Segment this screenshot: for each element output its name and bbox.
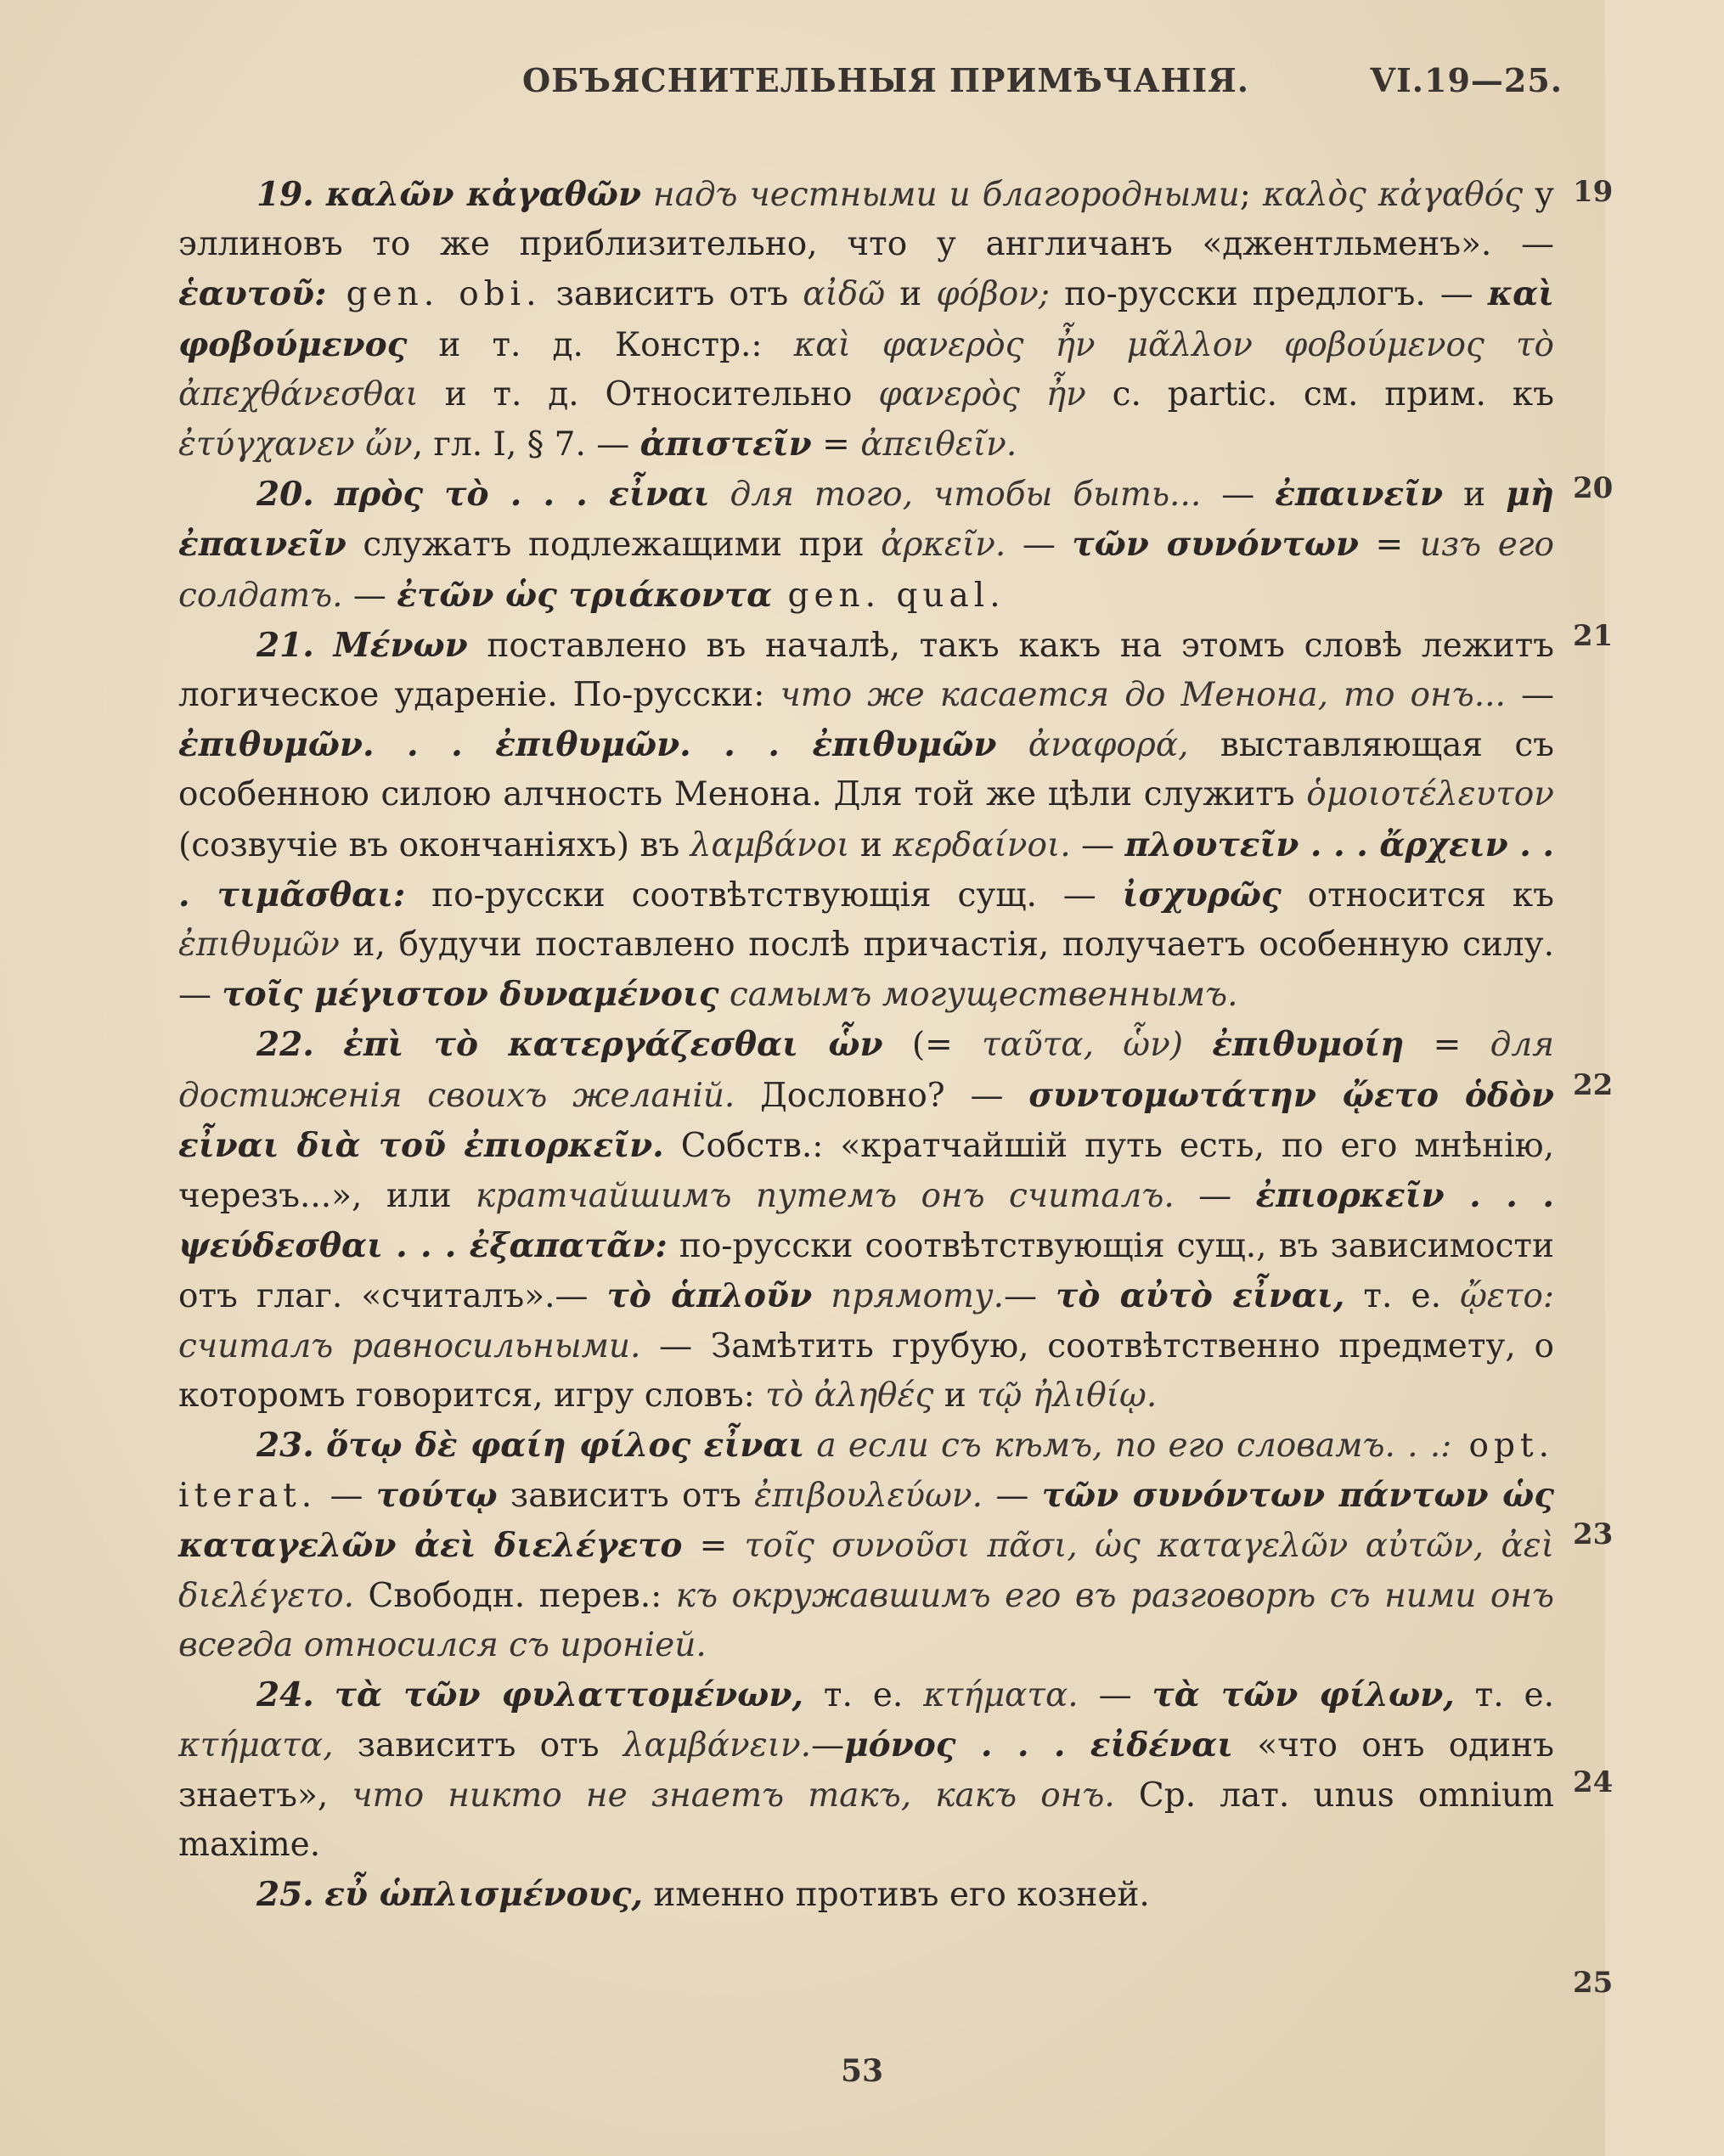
italic-text: самымъ могущественнымъ. <box>718 976 1238 1015</box>
margin-number: 19 <box>1573 175 1614 209</box>
note-text: — <box>811 1726 845 1765</box>
header-title: ОБЪЯСНИТЕЛЬНЫЯ ПРИМѢЧАНІЯ. <box>522 61 1249 99</box>
note-paragraph <box>178 1870 1554 1920</box>
greek-lemma: ἰσχυρῶς <box>1122 875 1282 915</box>
note-text: и <box>885 275 937 314</box>
greek-lemma: ἐπιορκεῖν . . . ψεύδεσθαι . . . ἐξαπατᾶν: <box>178 1176 1555 1266</box>
greek-lemma: τὰ τῶν φυλαττομένων, <box>334 1675 803 1715</box>
note-text: по-русски соотвѣтствующія сущ., въ зависимости отъ глаг. «считалъ».— <box>178 1227 1554 1316</box>
italic-text: τὸ ἀληθές <box>765 1376 934 1415</box>
note-text <box>1183 1026 1212 1064</box>
italic-text: для достиженія своихъ желаній. <box>178 1026 1554 1115</box>
italic-text: ἐπιβουλεύων. <box>754 1477 983 1516</box>
note-text: т. е. <box>803 1676 924 1715</box>
margin-number: 20 <box>1573 471 1614 505</box>
note-text: именно противъ его козней. <box>642 1875 1150 1914</box>
italic-text: что никто не знаетъ такъ, какъ онъ. <box>352 1776 1115 1815</box>
note-paragraph <box>178 170 1554 470</box>
margin-number: 21 <box>1573 619 1614 653</box>
italic-text: κτήματα. <box>923 1676 1079 1715</box>
greek-lemma: τῶν συνόντων πάντων ὡς καταγελῶν ἀεὶ διελέγετο <box>178 1476 1555 1566</box>
greek-lemma: ἐπαινεῖν <box>1275 475 1444 515</box>
note-number: 24. <box>256 1675 314 1715</box>
note-number: 25. <box>256 1874 314 1914</box>
note-text: и т. д. Относительно <box>418 374 879 414</box>
note-text: и т. д. Констр.: <box>407 325 794 364</box>
italic-text: ὁμοιοτέλευτον <box>1306 775 1554 814</box>
note-text: — <box>317 1477 376 1516</box>
note-paragraph <box>178 1020 1554 1421</box>
note-paragraph <box>178 621 1554 1021</box>
note-text: и <box>933 1376 977 1415</box>
note-text: = <box>1358 526 1420 565</box>
italic-text: прямоту. <box>812 1277 1004 1316</box>
italic-text: φόβον; <box>936 275 1051 314</box>
margin-number: 22 <box>1573 1068 1614 1102</box>
greek-lemma: πρὸς τὸ . . . εἶναι <box>334 475 710 515</box>
italic-text: ἀπειθεῖν. <box>860 425 1017 464</box>
greek-lemma: ἐπὶ τὸ κατεργάζεσθαι ὧν <box>343 1025 883 1065</box>
note-text: и <box>1443 476 1507 515</box>
note-text: — <box>1006 526 1073 565</box>
note-text: с. partic. см. прим. къ <box>1085 374 1554 414</box>
italic-text: αἰδῶ <box>803 275 886 314</box>
italic-text: изъ его солдатъ. <box>178 526 1554 615</box>
italic-text: а если съ кѣмъ, по его словамъ. . .: <box>804 1427 1452 1466</box>
note-text: — <box>1174 1177 1256 1216</box>
italic-text: ἀρκεῖν. <box>881 526 1006 565</box>
greek-lemma: εὖ ὡπλισμένους, <box>324 1874 643 1914</box>
note-text: ; <box>1239 176 1263 214</box>
note-text: — <box>1505 676 1554 715</box>
greek-lemma: ἐπιθυμῶν. . . ἐπιθυμῶν. . . ἐπιθυμῶν <box>178 725 997 765</box>
italic-text: κερδαίνοι. <box>893 825 1071 864</box>
note-text: — <box>983 1477 1042 1516</box>
greek-lemma: Μένων <box>333 625 468 665</box>
greek-lemma: καὶ φοβούμενος <box>178 274 1554 364</box>
greek-lemma: ἐτῶν ὡς τριάκοντα <box>397 575 773 615</box>
italic-text: къ окружавшимъ его въ разговорѣ съ ними онъ всегда относился съ ироніей. <box>178 1576 1554 1664</box>
note-text: т. е. <box>1454 1676 1555 1715</box>
note-text: выставляющая съ особенною силою алчность Менона. Для той же цѣли служитъ <box>178 726 1554 814</box>
note-number: 21. <box>256 625 314 665</box>
note-text: Свободн. перев.: <box>354 1576 676 1615</box>
note-paragraph <box>178 1670 1554 1870</box>
greek-lemma: ἑαυτοῦ: <box>178 274 327 314</box>
italic-text: κτήματα, <box>178 1726 334 1765</box>
italic-text: ᾤετο: считалъ равносильными. <box>178 1277 1554 1365</box>
note-number: 22. <box>256 1025 314 1065</box>
note-text: — <box>1201 476 1276 515</box>
greek-lemma: ἀπιστεῖν <box>639 425 812 464</box>
italic-text: τῷ ἠλιθίῳ. <box>977 1376 1158 1415</box>
greek-lemma: τοῖς μέγιστον δυναμένοις <box>222 975 719 1015</box>
italic-text: λαμβάνοι <box>690 825 850 864</box>
note-text: Дословно? — <box>735 1076 1029 1115</box>
margin-number: 25 <box>1573 1966 1614 2000</box>
notes-body <box>178 170 1554 1920</box>
spaced-term: gen. obi. <box>326 275 542 314</box>
italic-text: ἀναφορά, <box>996 726 1189 765</box>
note-text: , гл. I, § 7. — <box>412 425 640 464</box>
margin-number: 23 <box>1573 1517 1614 1551</box>
note-text: — <box>1078 1676 1152 1715</box>
italic-text: для того, чтобы быть... <box>709 476 1202 515</box>
note-text: зависитъ отъ <box>333 1726 623 1765</box>
note-text: Собств.: «кратчайшій путь есть, по его мнѣнію, черезъ...», или <box>178 1126 1555 1216</box>
greek-lemma: ὅτῳ δὲ φαίη φίλος εἶναι <box>326 1426 805 1466</box>
greek-lemma: τὸ αὐτὸ εἶναι, <box>1056 1276 1345 1316</box>
note-number: 23. <box>256 1426 314 1466</box>
header-chapter-range: VI.19—25. <box>1370 61 1563 99</box>
spaced-term: gen. qual. <box>772 576 1006 615</box>
italic-text: καλὸς κἀγαθός <box>1262 176 1524 214</box>
page-number: 53 <box>840 2053 884 2089</box>
note-text: — <box>1004 1277 1056 1316</box>
note-paragraph <box>178 470 1554 621</box>
note-text: Ср. лат. unus omnium maxime. <box>178 1776 1554 1864</box>
note-text: (= <box>882 1026 983 1065</box>
italic-text: кратчайшимъ путемъ онъ считалъ. <box>476 1177 1175 1216</box>
italic-text: λαμβάνειν. <box>623 1726 812 1765</box>
note-number: 20. <box>256 475 314 515</box>
running-header <box>522 61 1563 112</box>
greek-lemma: ἐπιθυμοίη <box>1212 1025 1405 1065</box>
note-text: по-русски предлогъ. — <box>1050 275 1488 314</box>
note-paragraph <box>178 1421 1554 1670</box>
italic-text: ἐτύγχανεν ὤν <box>178 425 413 464</box>
greek-lemma: τὰ τῶν φίλων, <box>1152 1675 1455 1715</box>
greek-lemma: πλουτεῖν . . . ἄρχειν . . . τιμᾶσθαι: <box>178 825 1554 915</box>
note-text: — <box>1070 825 1125 864</box>
note-text: = <box>682 1527 745 1566</box>
margin-number: 24 <box>1573 1765 1614 1799</box>
note-text: = <box>1404 1026 1490 1065</box>
note-number: 19. <box>256 175 314 214</box>
note-text: — <box>342 576 397 615</box>
greek-lemma: μὴ ἐπαινεῖν <box>178 475 1555 565</box>
note-text: т. е. <box>1344 1277 1461 1316</box>
greek-lemma: τῶν συνόντων <box>1072 525 1359 565</box>
note-text: относится къ <box>1281 875 1554 915</box>
greek-lemma: συντομωτάτην ᾤετο ὁδὸν εἶναι διὰ τοῦ ἐπιορκεῖν. <box>178 1075 1554 1165</box>
greek-lemma: μόνος . . . εἰδέναι <box>844 1725 1234 1765</box>
note-text: «что онъ одинъ знаетъ», <box>178 1726 1554 1815</box>
italic-text: τοῖς συνοῦσι πᾶσι, ὡς καταγελῶν αὐτῶν, ἀεὶ διελέγετο. <box>178 1527 1554 1615</box>
note-text: поставлено въ началѣ, такъ какъ на этомъ словѣ лежитъ логическое удареніе. По-русски: <box>178 626 1554 715</box>
note-text: зависитъ отъ <box>497 1477 755 1516</box>
note-text: и, будучи поставлено послѣ причастія, получаетъ особенную силу. — <box>178 926 1554 1015</box>
note-text: (созвучіе въ окончаніяхъ) въ <box>178 825 690 864</box>
italic-text: φανερὸς ἦν <box>878 374 1086 414</box>
note-text: у эллиновъ то же приблизительно, что у англичанъ «джентльменъ». — <box>178 176 1554 264</box>
note-text: зависитъ отъ <box>541 275 803 314</box>
italic-text: надъ честными и благородными <box>640 176 1240 214</box>
note-text: и <box>849 825 893 864</box>
note-text: по-русски соотвѣтствующія сущ. — <box>405 875 1123 915</box>
greek-lemma: τούτῳ <box>375 1476 498 1516</box>
italic-text: ταῦτα, ὧν) <box>982 1026 1184 1065</box>
italic-text: ἐπιθυμῶν <box>178 926 340 965</box>
spaced-term: opt. iterat. <box>178 1427 1554 1516</box>
greek-lemma: τὸ ἁπλοῦν <box>606 1276 813 1316</box>
italic-text: καὶ φανερὸς ἦν μᾶλλον φοβούμενος τὸ ἀπεχθάνεσθαι <box>178 325 1554 414</box>
greek-lemma: καλῶν κἀγαθῶν <box>325 175 641 214</box>
note-text: = <box>811 425 861 464</box>
italic-text: что же касается до Менона, то онъ... <box>780 676 1506 715</box>
note-text: — Замѣтить грубую, соотвѣтственно предмету, о которомъ говорится, игру словъ: <box>178 1326 1554 1415</box>
note-text: служатъ подлежащими при <box>346 526 882 565</box>
